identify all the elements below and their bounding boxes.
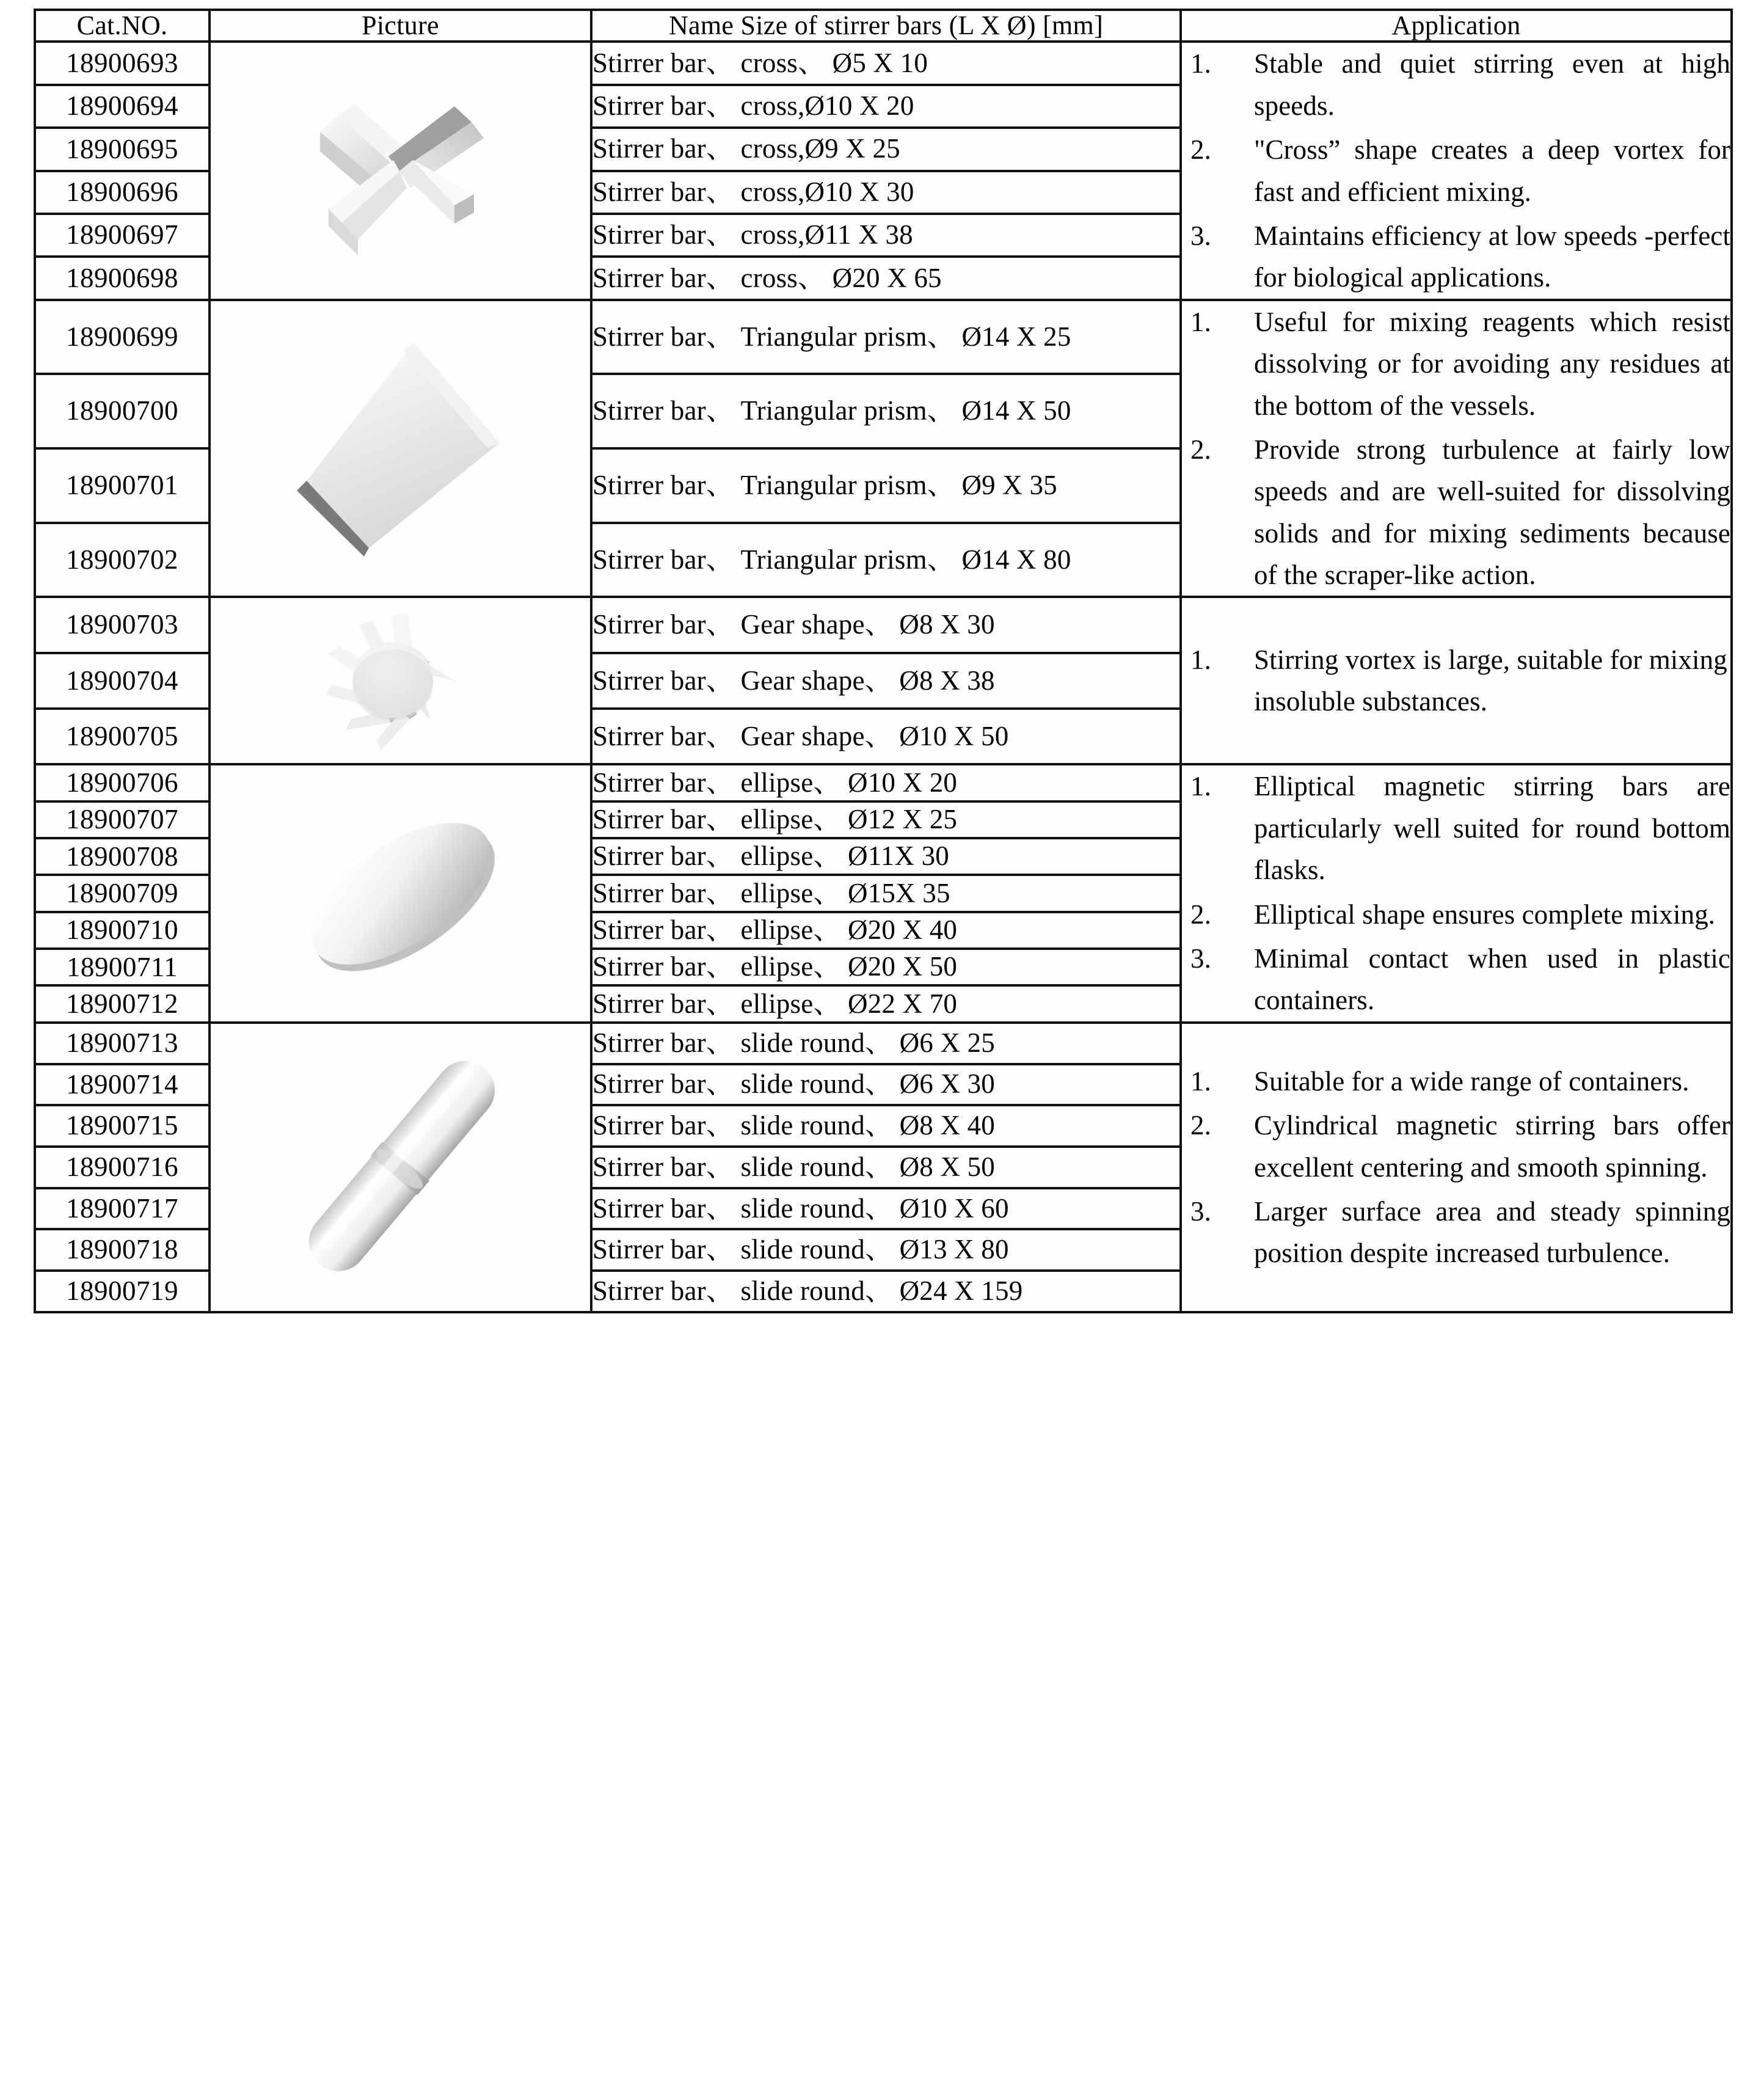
cat-no-cell: 18900710	[35, 912, 210, 949]
cat-no-cell: 18900714	[35, 1064, 210, 1106]
cross-stirrer-bar-icon	[291, 79, 511, 263]
cat-no-cell: 18900712	[35, 985, 210, 1022]
cat-no-cell: 18900699	[35, 300, 210, 374]
picture-cell-slide-round	[210, 1023, 591, 1312]
cat-no-cell: 18900716	[35, 1147, 210, 1188]
name-size-cell: Stirrer bar、 cross,Ø9 X 25	[591, 128, 1181, 170]
application-item: Maintains efficiency at low speeds -perfect for biological applications.	[1254, 220, 1730, 293]
name-size-cell: Stirrer bar、 Triangular prism、 Ø14 X 80	[591, 523, 1181, 597]
application-list	[1182, 301, 1730, 596]
name-size-cell: Stirrer bar、 ellipse、 Ø12 X 25	[591, 801, 1181, 838]
cat-no-cell: 18900713	[35, 1023, 210, 1064]
application-list	[1182, 43, 1730, 298]
header-application: Application	[1181, 10, 1732, 42]
name-size-cell: Stirrer bar、 cross,Ø11 X 38	[591, 214, 1181, 257]
cat-no-cell: 18900706	[35, 764, 210, 801]
name-size-cell: Stirrer bar、 Gear shape、 Ø8 X 38	[591, 653, 1181, 709]
cat-no-cell: 18900708	[35, 838, 210, 875]
application-cell-slide-round	[1181, 1023, 1732, 1312]
cat-no-cell: 18900700	[35, 374, 210, 448]
name-size-cell: Stirrer bar、 Gear shape、 Ø8 X 30	[591, 597, 1181, 652]
name-size-cell: Stirrer bar、 cross、 Ø20 X 65	[591, 257, 1181, 299]
name-size-cell: Stirrer bar、 slide round、 Ø8 X 40	[591, 1105, 1181, 1147]
picture-cell-cross	[210, 42, 591, 299]
application-list	[1182, 1060, 1730, 1274]
cat-no-cell: 18900709	[35, 875, 210, 911]
name-size-cell: Stirrer bar、 ellipse、 Ø10 X 20	[591, 764, 1181, 801]
name-size-cell: Stirrer bar、 slide round、 Ø6 X 25	[591, 1023, 1181, 1064]
picture-cell-triangular-prism	[210, 300, 591, 597]
cat-no-cell: 18900701	[35, 448, 210, 523]
cat-no-cell: 18900719	[35, 1271, 210, 1312]
header-cat-no: Cat.NO.	[35, 10, 210, 42]
name-size-cell: Stirrer bar、 slide round、 Ø13 X 80	[591, 1229, 1181, 1271]
cat-no-cell: 18900705	[35, 709, 210, 764]
cat-no-cell: 18900715	[35, 1105, 210, 1147]
cat-no-cell: 18900698	[35, 257, 210, 299]
cat-no-cell: 18900694	[35, 85, 210, 128]
cat-no-cell: 18900695	[35, 128, 210, 170]
table-row	[35, 764, 1732, 801]
application-item: Provide strong turbulence at fairly low speeds and are well-suited for dissolving solids and for mixing sediments because of the scraper-like action.	[1254, 434, 1730, 591]
application-item: Elliptical magnetic stirring bars are particularly well suited for round bottom flasks.	[1254, 771, 1730, 886]
cat-no-cell: 18900693	[35, 42, 210, 84]
slide-round-stirrer-bar-icon	[266, 1024, 535, 1311]
name-size-cell: Stirrer bar、 slide round、 Ø8 X 50	[591, 1147, 1181, 1188]
application-list	[1182, 765, 1730, 1021]
table-header-row	[35, 10, 1732, 42]
application-cell-gear-shape	[1181, 597, 1732, 764]
name-size-cell: Stirrer bar、 Triangular prism、 Ø14 X 25	[591, 300, 1181, 374]
application-item: Useful for mixing reagents which resist dissolving or for avoiding any residues at the bottom of the vessels.	[1254, 306, 1730, 421]
header-picture: Picture	[210, 10, 591, 42]
name-size-cell: Stirrer bar、 Gear shape、 Ø10 X 50	[591, 709, 1181, 764]
picture-cell-gear-shape	[210, 597, 591, 764]
application-list	[1182, 639, 1730, 723]
name-size-cell: Stirrer bar、 slide round、 Ø6 X 30	[591, 1064, 1181, 1106]
cat-no-cell: 18900711	[35, 949, 210, 985]
cat-no-cell: 18900717	[35, 1188, 210, 1230]
name-size-cell: Stirrer bar、 slide round、 Ø10 X 60	[591, 1188, 1181, 1230]
ellipse-stirrer-bar-icon	[279, 793, 523, 995]
application-item: Stirring vortex is large, suitable for mixing insoluble substances.	[1254, 644, 1727, 717]
application-item: Stable and quiet stirring even at high speeds.	[1254, 48, 1730, 121]
name-size-cell: Stirrer bar、 cross,Ø10 X 30	[591, 171, 1181, 214]
name-size-cell: Stirrer bar、 ellipse、 Ø11X 30	[591, 838, 1181, 875]
cat-no-cell: 18900696	[35, 171, 210, 214]
header-name-size: Name Size of stirrer bars (L X Ø) [mm]	[591, 10, 1181, 42]
table-row	[35, 300, 1732, 374]
name-size-cell: Stirrer bar、 Triangular prism、 Ø9 X 35	[591, 448, 1181, 523]
name-size-cell: Stirrer bar、 ellipse、 Ø20 X 50	[591, 949, 1181, 985]
name-size-cell: Stirrer bar、 cross,Ø10 X 20	[591, 85, 1181, 128]
application-cell-ellipse	[1181, 764, 1732, 1022]
picture-cell-ellipse	[210, 764, 591, 1022]
application-item: "Cross” shape creates a deep vortex for fast and efficient mixing.	[1254, 134, 1730, 207]
name-size-cell: Stirrer bar、 ellipse、 Ø20 X 40	[591, 912, 1181, 949]
name-size-cell: Stirrer bar、 ellipse、 Ø22 X 70	[591, 985, 1181, 1022]
application-item: Cylindrical magnetic stirring bars offer excellent centering and smooth spinning.	[1254, 1110, 1730, 1183]
cat-no-cell: 18900718	[35, 1229, 210, 1271]
name-size-cell: Stirrer bar、 slide round、 Ø24 X 159	[591, 1271, 1181, 1312]
gear-shape-stirrer-bar-icon	[300, 598, 501, 763]
cat-no-cell: 18900704	[35, 653, 210, 709]
table-row	[35, 42, 1732, 84]
name-size-cell: Stirrer bar、 cross、 Ø5 X 10	[591, 42, 1181, 84]
table-row	[35, 597, 1732, 652]
application-item: Suitable for a wide range of containers.	[1254, 1065, 1689, 1097]
triangular-prism-stirrer-bar-icon	[272, 317, 529, 580]
application-item: Minimal contact when used in plastic containers.	[1254, 943, 1730, 1016]
table-body	[35, 42, 1732, 1312]
stirrer-bar-catalog-table	[34, 9, 1733, 1313]
application-cell-triangular-prism	[1181, 300, 1732, 597]
name-size-cell: Stirrer bar、 ellipse、 Ø15X 35	[591, 875, 1181, 911]
name-size-cell: Stirrer bar、 Triangular prism、 Ø14 X 50	[591, 374, 1181, 448]
cat-no-cell: 18900703	[35, 597, 210, 652]
table-row	[35, 1023, 1732, 1064]
application-item: Larger surface area and steady spinning position despite increased turbulence.	[1254, 1196, 1730, 1269]
application-item: Elliptical shape ensures complete mixing.	[1254, 899, 1716, 930]
cat-no-cell: 18900697	[35, 214, 210, 257]
cat-no-cell: 18900707	[35, 801, 210, 838]
application-cell-cross	[1181, 42, 1732, 299]
cat-no-cell: 18900702	[35, 523, 210, 597]
